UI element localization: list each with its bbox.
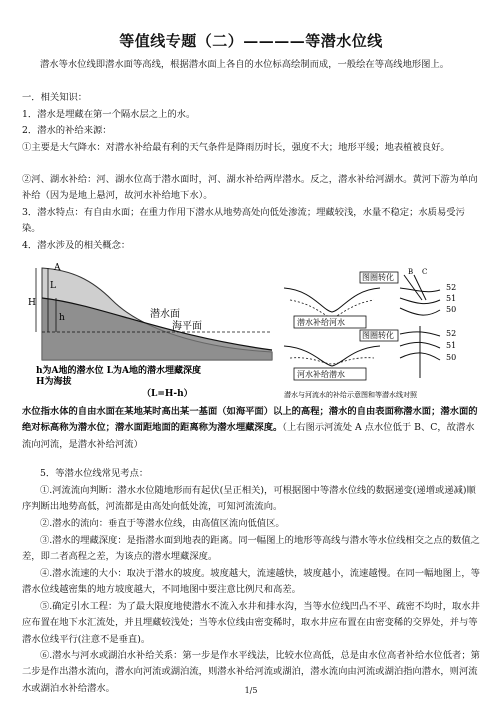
point-2b: ②河、湖水补给：河、湖水位高于潜水面时，河、湖水补给两岸潜水。反之，潜水补给河湖水。黄河下游为单向补给（因为是地上悬河，故河水补给地下水）。	[22, 174, 478, 202]
label-L: L	[50, 281, 56, 291]
point-5-3: ③.潜水的埋藏深度：是指潜水面到地表的距离。同一幅图上的地形等高线与潜水等水位线相交之点的数值之差，即二者高程之差，为该点的潜水埋藏深度。	[22, 535, 480, 563]
intro-paragraph: 潜水等水位线即潜水面等高线，根据潜水面上各自的水位标高绘制而成，一般绘在等高线地形图上。	[40, 59, 450, 70]
v50-bottom: 50	[446, 353, 457, 362]
point-1: 1．潜水是埋藏在第一个隔水层之上的水。	[22, 109, 196, 120]
fig-caption-2: H为海拔	[36, 377, 72, 387]
label-H: H	[28, 298, 36, 308]
river-recharge-diagrams	[284, 268, 456, 399]
v50-top: 50	[446, 305, 457, 314]
definition-bold: 水位指水体的自由水面在某地某时高出某一基面（如海平面）以上的高程；潜水的自由表面称潜水面；潜水面的绝对标高称为潜水位；潜水面距地面的距离称为潜水埋藏深度。	[22, 406, 478, 434]
fig-caption-3: （L=H-h）	[142, 389, 193, 399]
page-title: 等值线专题（二）————等潜水位线	[119, 32, 383, 50]
label-C: C	[422, 268, 428, 276]
v51-top: 51	[446, 294, 457, 303]
point-5: 5．等潜水位线常见考点：	[40, 468, 149, 479]
label-sea-level: 海平面	[172, 321, 202, 332]
section-heading: 一．相关知识：	[22, 92, 88, 103]
box-2: 河水补给潜水	[297, 370, 345, 379]
point-3: 3．潜水特点：有自由水面；在重力作用下潜水从地势高处向低处渗流；埋藏较浅，水量不稳定；水质易受污染。	[22, 207, 465, 235]
point-5-5: ⑤.确定引水工程：为了最大限度地使潜水不流入水井和排水沟，当等水位线凹凸不平、疏密不均时，取水井应布置在地下水汇流处，并且埋藏较浅处；当等水位线由密变稀时，取水井应布置在由密变稀的交界处，并与等潜水位线平行(注意不是垂直)。	[22, 601, 480, 645]
transform-label-2: 图圈转化	[362, 331, 394, 340]
fig-caption-1: h为A地的潜水位 L为A地的潜水埋藏深度	[36, 366, 201, 376]
page-number: 1/5	[244, 686, 258, 695]
point-5-2: ②.潜水的流向：垂直于等潜水位线，由高值区流向低值区。	[40, 518, 285, 529]
point-4: 4．潜水涉及的相关概念：	[22, 240, 131, 251]
box-1: 潜水补给河水	[297, 318, 345, 327]
label-water-table: 潜水面	[150, 309, 180, 320]
v52-bottom: 52	[446, 329, 457, 338]
label-h: h	[59, 313, 65, 323]
point-5-1: ①.河流流向判断：潜水水位随地形而有起伏(呈正相关)，可根据图中等潜水位线的数据递变(递增或递减)顺序判断出地势高低，河流都是由高处向低处流，可知河流流向。	[22, 485, 476, 513]
label-A: A	[54, 263, 61, 273]
figure	[22, 260, 482, 400]
point-5-6: ⑥.潜水与河水或湖泊水补给关系：第一步是作水平线法，比较水位高低，总是由水位高者补给水位低者；第二步是作出潜水流向，潜水向河流或湖泊流，则潜水补给河流或湖泊，潜水流向由河流或湖泊指向潜水，则河流水或湖泊水补给潜水。	[22, 650, 480, 694]
label-B: B	[408, 268, 414, 276]
water-table-diagram	[28, 263, 272, 399]
definition-paragraph	[22, 404, 480, 453]
point-2: 2．潜水的补给来源：	[22, 125, 112, 136]
definition-tail: （上右图示河流处 A 点水位低于 B、C，故潜水流向河流，是潜水补给河流）	[22, 422, 475, 450]
v51-bottom: 51	[446, 341, 457, 350]
point-5-4: ④.潜水流速的大小：取决于潜水的坡度。坡度越大，流速越快，坡度越小，流速越慢。在同一幅地图上，等潜水位线越密集的地方坡度越大，不同地图中要注意比例尺和高差。	[22, 568, 480, 596]
transform-label-1: 图圈转化	[362, 273, 394, 282]
point-2a: ①主要是大气降水：对潜水补给最有利的天气条件是降雨历时长，强度不大；地形平缓；地表植被良好。	[22, 142, 450, 153]
right-caption: 潜水与河流水的补给示意图和等潜水线对照	[284, 391, 417, 399]
v52-top: 52	[446, 283, 457, 292]
figure-svg	[22, 260, 482, 400]
